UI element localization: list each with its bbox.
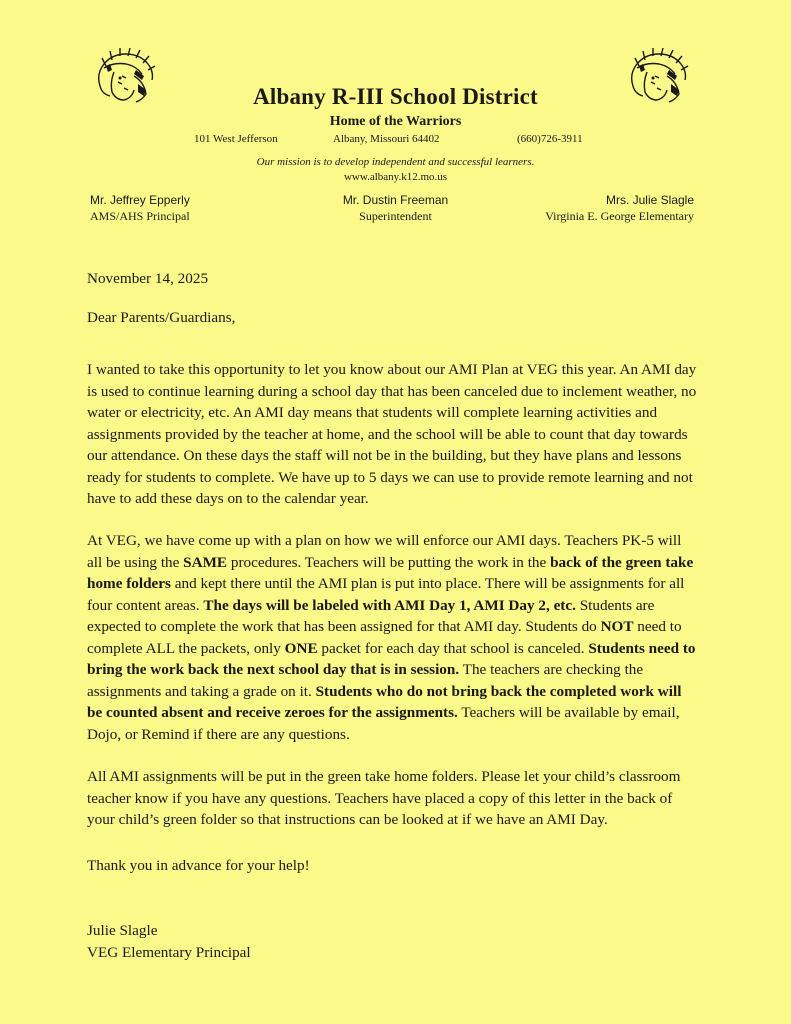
staff-name: Mr. Dustin Freeman: [342, 193, 449, 207]
website: www.albany.k12.mo.us: [343, 171, 448, 183]
text-run: At VEG, we have come up with a plan on how we will enforce our AMI days. Teachers PK-5 will all be using the: [87, 532, 682, 571]
city-address: Albany, Missouri 64402: [333, 133, 440, 145]
tagline: Home of the Warriors: [329, 114, 462, 129]
paragraph-folders: All AMI assignments will be put in the green take home folders. Please let your child’s classroom teacher know if you have any questions. Teachers have placed a copy of this letter in the back of your child’s green folder so that instructions can be looked at if we have an AMI Day.: [87, 768, 681, 829]
street-address: 101 West Jefferson: [194, 133, 278, 145]
emphasis-text: NOT: [600, 618, 634, 636]
text-run: need to complete ALL the packets, only: [87, 618, 682, 657]
phone-number: (660)726-3911: [517, 133, 583, 145]
staff-role: Virginia E. George Elementary: [545, 209, 694, 223]
signature-title: VEG Elementary Principal: [87, 943, 251, 961]
staff-role: Superintendent: [359, 209, 432, 223]
text-run: Students are expected to complete the work that has been assigned for that AMI day. Students do: [87, 596, 655, 636]
signature-block: [87, 920, 699, 963]
letter-date: November 14, 2025: [87, 270, 209, 287]
signature-name: Julie Slagle: [87, 922, 158, 939]
staff-role: AMS/AHS Principal: [90, 209, 190, 223]
emphasis-text: back of the green take home folders: [87, 553, 694, 593]
staff-name: Mrs. Julie Slagle: [605, 193, 694, 207]
emphasis-text: SAME: [183, 553, 228, 571]
staff-name: Mr. Jeffrey Epperly: [90, 193, 190, 207]
staff-superintendent: [300, 192, 491, 224]
emphasis-text: ONE: [284, 639, 318, 657]
letter-closing: Thank you in advance for your help!: [87, 857, 310, 874]
text-run: and kept there until the AMI plan is put into place. There will be assignments for all four content areas.: [87, 575, 685, 614]
staff-principal-elementary: [545, 192, 694, 224]
text-run: procedures. Teachers will be putting the work in the: [227, 553, 551, 571]
text-run: packet for each day that school is canceled.: [317, 639, 589, 657]
emphasis-text: Students who do not bring back the completed work will be counted absent and receive zeroes for the assignments.: [87, 682, 682, 722]
emphasis-text: Students need to bring the work back the next school day that is in session.: [87, 639, 696, 679]
emphasis-text: The days will be labeled with AMI Day 1, AMI Day 2, etc.: [203, 596, 576, 614]
staff-principal-ams-ahs: [90, 192, 190, 224]
mission-statement: Our mission is to develop independent and successful learners.: [256, 156, 535, 168]
letter-greeting: Dear Parents/Guardians,: [87, 309, 236, 326]
text-run: Teachers will be available by email, Dojo, or Remind if there are any questions.: [87, 704, 680, 743]
paragraph-ami-plan: [87, 530, 699, 745]
district-name: Albany R-III School District: [253, 84, 538, 109]
text-run: The teachers are checking the assignments and taking a grade on it.: [87, 661, 644, 700]
paragraph-ami-intro: I wanted to take this opportunity to let you know about our AMI Plan at VEG this year. An AMI day is used to continue learning during a school day that has been canceled due to inclement weather, no water or electricity, etc. An AMI day means that students will complete learning activities and assignments provided by the teacher at home, and the school will be able to count that day towards our attendance. On these days the staff will not be in the building, but they have plans and lessons ready for students to complete. We have up to 5 days we can use to provide remote learning and not have to add these days on to the calendar year.: [87, 361, 697, 508]
